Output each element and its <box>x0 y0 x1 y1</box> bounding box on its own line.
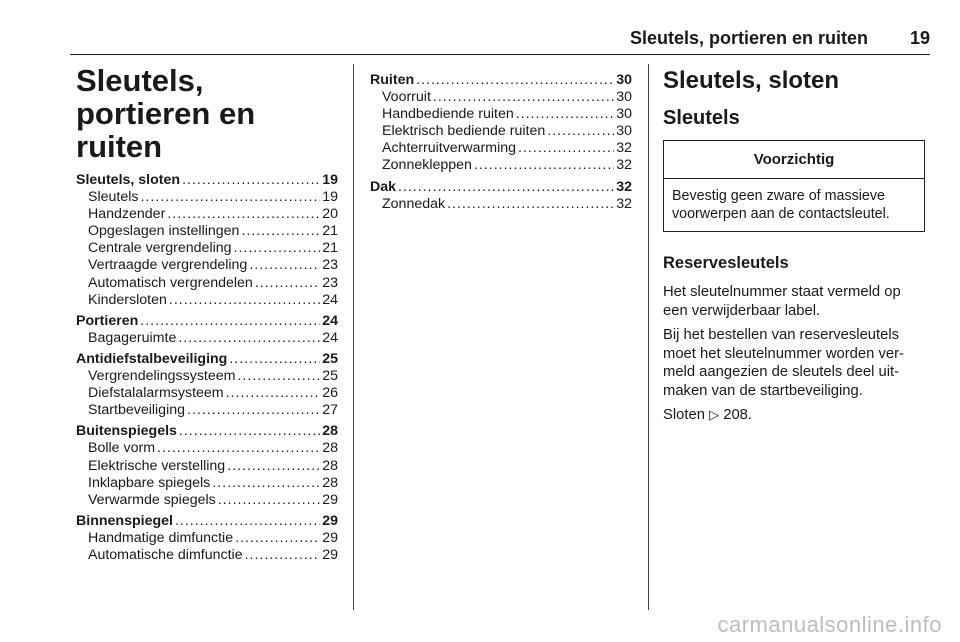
toc-entry-label: Elektrische verstelling <box>88 457 226 474</box>
toc-entry-label: Kindersloten <box>88 291 167 308</box>
toc-leader-dots <box>157 440 320 457</box>
toc-entry[interactable] <box>76 275 338 292</box>
toc-leader-dots <box>218 492 320 509</box>
toc-chapter-entry[interactable] <box>76 513 338 530</box>
toc-chapter-entry[interactable] <box>76 313 338 330</box>
column-divider <box>353 64 354 610</box>
toc-entry-label: Zonnedak <box>382 195 446 212</box>
toc-leader-dots <box>237 368 320 385</box>
toc-entry[interactable] <box>76 292 338 309</box>
toc-entry-page: 23 <box>322 274 338 291</box>
toc-entry[interactable] <box>76 330 338 347</box>
toc-entry-label: Startbeveiliging <box>88 402 186 419</box>
chapter-title: Sleutels, portieren en ruiten <box>76 63 256 164</box>
section-title: Sleutels, sloten <box>663 67 840 94</box>
content-column <box>663 64 925 431</box>
toc-leader-dots <box>447 196 614 213</box>
toc-chapter-entry[interactable] <box>370 179 632 196</box>
toc-leader-dots <box>178 330 320 347</box>
toc-entry[interactable] <box>76 440 338 457</box>
toc-entry-page: 25 <box>322 350 338 367</box>
toc-entry[interactable] <box>76 240 338 257</box>
toc-entry-label: Bagageruimte <box>88 329 177 346</box>
toc-entry-page: 25 <box>322 368 338 385</box>
toc-entry-page: 21 <box>322 240 338 257</box>
page-header <box>70 28 930 55</box>
toc-chapter-entry[interactable] <box>370 72 632 89</box>
toc-entry-page: 19 <box>322 189 338 206</box>
toc-entry-label: Automatisch vergrendelen <box>88 274 253 291</box>
toc-entry-label: Achterruitverwarming <box>382 140 517 157</box>
toc-entry[interactable] <box>370 106 632 123</box>
caution-box <box>663 140 925 232</box>
toc-leader-dots <box>245 547 321 564</box>
toc-leader-dots <box>518 140 614 157</box>
toc-chapter-entry[interactable] <box>76 423 338 440</box>
table-of-contents-col1 <box>76 172 338 564</box>
toc-entry-label: Zonnekleppen <box>382 157 472 174</box>
toc-entry-page: 23 <box>322 257 338 274</box>
toc-entry-page: 20 <box>322 206 338 223</box>
toc-entry-label: Handmatige dimfunctie <box>88 529 234 546</box>
toc-entry-page: 28 <box>322 474 338 491</box>
caution-text: Bevestig geen zware of massieve voorwerpen aan de contactsleutel. <box>672 188 890 222</box>
reservesleutels-heading: Reservesleutels <box>663 254 789 272</box>
page-number: 19 <box>909 28 930 48</box>
paragraph: Het sleutelnummer staat vermeld op een verwijderbaar label. <box>663 284 901 319</box>
toc-entry-page: 29 <box>322 546 338 563</box>
toc-entry-label: Vergrendelingssysteem <box>88 368 236 385</box>
toc-entry-page: 32 <box>616 140 632 157</box>
toc-entry[interactable] <box>76 257 338 274</box>
toc-entry[interactable] <box>76 189 338 206</box>
toc-leader-dots <box>255 275 320 292</box>
toc-leader-dots <box>547 123 614 140</box>
toc-leader-dots <box>167 206 320 223</box>
toc-entry[interactable] <box>76 223 338 240</box>
toc-entry-page: 24 <box>322 329 338 346</box>
toc-entry-page: 28 <box>322 423 338 440</box>
toc-leader-dots <box>241 223 320 240</box>
toc-entry-page: 29 <box>322 491 338 508</box>
toc-entry-label: Dak <box>370 178 397 195</box>
toc-leader-dots <box>249 257 320 274</box>
toc-entry-label: Portieren <box>76 312 139 329</box>
toc-leader-dots <box>140 189 320 206</box>
toc-entry-page: 26 <box>322 385 338 402</box>
toc-leader-dots <box>516 106 614 123</box>
table-of-contents-col2 <box>370 72 632 213</box>
toc-entry-page: 30 <box>616 72 632 88</box>
reference-label: Sloten <box>663 407 705 423</box>
toc-leader-dots <box>433 89 614 106</box>
toc-leader-dots <box>187 402 320 419</box>
toc-entry-page: 32 <box>616 178 632 195</box>
toc-entry[interactable] <box>370 89 632 106</box>
toc-entry-label: Sleutels <box>88 189 139 206</box>
toc-entry[interactable] <box>76 385 338 402</box>
toc-leader-dots <box>226 385 321 402</box>
toc-chapter-entry[interactable] <box>76 172 338 189</box>
toc-entry-label: Ruiten <box>370 72 415 88</box>
toc-entry-page: 19 <box>322 172 338 188</box>
toc-leader-dots <box>416 72 614 89</box>
toc-leader-dots <box>179 423 320 440</box>
toc-entry[interactable] <box>370 140 632 157</box>
toc-entry-label: Sleutels, sloten <box>76 172 181 188</box>
toc-leader-dots <box>175 513 320 530</box>
toc-entry-label: Handbediende ruiten <box>382 106 514 123</box>
toc-entry[interactable] <box>76 547 338 564</box>
toc-entry-label: Buitenspiegels <box>76 423 177 440</box>
toc-entry-label: Bolle vorm <box>88 440 156 457</box>
toc-entry-page: 29 <box>322 529 338 546</box>
toc-entry-page: 30 <box>616 89 632 106</box>
toc-entry[interactable] <box>76 368 338 385</box>
toc-entry[interactable] <box>370 196 632 213</box>
toc-entry-page: 28 <box>322 457 338 474</box>
toc-entry[interactable] <box>76 458 338 475</box>
toc-entry[interactable] <box>76 206 338 223</box>
column-divider <box>648 64 649 610</box>
toc-entry-label: Inklapbare spiegels <box>88 474 211 491</box>
toc-leader-dots <box>229 351 320 368</box>
toc-entry-page: 24 <box>322 312 338 329</box>
toc-entry[interactable] <box>370 123 632 140</box>
toc-entry[interactable] <box>370 157 632 174</box>
toc-entry-page: 27 <box>322 402 338 419</box>
toc-entry[interactable] <box>76 530 338 547</box>
toc-chapter-entry[interactable] <box>76 351 338 368</box>
toc-leader-dots <box>212 475 320 492</box>
toc-leader-dots <box>182 172 320 189</box>
toc-leader-dots <box>169 292 320 309</box>
toc-entry-label: Centrale vergrendeling <box>88 240 232 257</box>
toc-entry[interactable] <box>76 492 338 509</box>
toc-entry-page: 30 <box>616 106 632 123</box>
reference-page: 208. <box>723 407 753 423</box>
reference-arrow-icon: ▷ <box>709 407 720 422</box>
toc-entry[interactable] <box>76 402 338 419</box>
toc-leader-dots <box>234 240 321 257</box>
toc-leader-dots <box>227 458 320 475</box>
toc-entry-page: 28 <box>322 440 338 457</box>
toc-leader-dots <box>474 157 614 174</box>
toc-entry-page: 30 <box>616 123 632 140</box>
toc-entry-label: Vertraagde vergrendeling <box>88 257 248 274</box>
toc-entry-label: Opgeslagen instellingen <box>88 223 240 240</box>
toc-entry-page: 32 <box>616 195 632 212</box>
caution-heading: Voorzichtig <box>664 141 924 179</box>
toc-entry[interactable] <box>76 475 338 492</box>
toc-entry-label: Handzender <box>88 206 166 223</box>
toc-entry-label: Binnenspiegel <box>76 512 173 529</box>
toc-entry-label: Automatische dimfunctie <box>88 546 243 563</box>
toc-entry-label: Antidiefstalbeveiliging <box>76 350 228 367</box>
toc-entry-label: Verwarmde spiegels <box>88 491 216 508</box>
toc-entry-label: Elektrisch bediende ruiten <box>382 123 546 140</box>
toc-entry-page: 29 <box>322 512 338 529</box>
watermark: carmanualsonline.info <box>717 612 942 637</box>
toc-leader-dots <box>140 313 320 330</box>
toc-entry-label: Voorruit <box>382 89 431 106</box>
toc-entry-label: Diefstalalarmsysteem <box>88 385 224 402</box>
paragraph: Bij het bestellen van reservesleutels moet het sleutelnummer worden ver-meld aangezien de sleutels deel uit-maken van de startbeveiliging. <box>663 327 904 399</box>
header-title: Sleutels, portieren en ruiten <box>629 28 868 48</box>
subsection-title: Sleutels <box>663 107 740 129</box>
toc-entry-page: 32 <box>616 157 632 174</box>
toc-entry-page: 24 <box>322 291 338 308</box>
toc-entry-page: 21 <box>322 223 338 240</box>
cross-reference[interactable] <box>663 406 925 425</box>
toc-leader-dots <box>235 530 320 547</box>
toc-leader-dots <box>398 179 614 196</box>
